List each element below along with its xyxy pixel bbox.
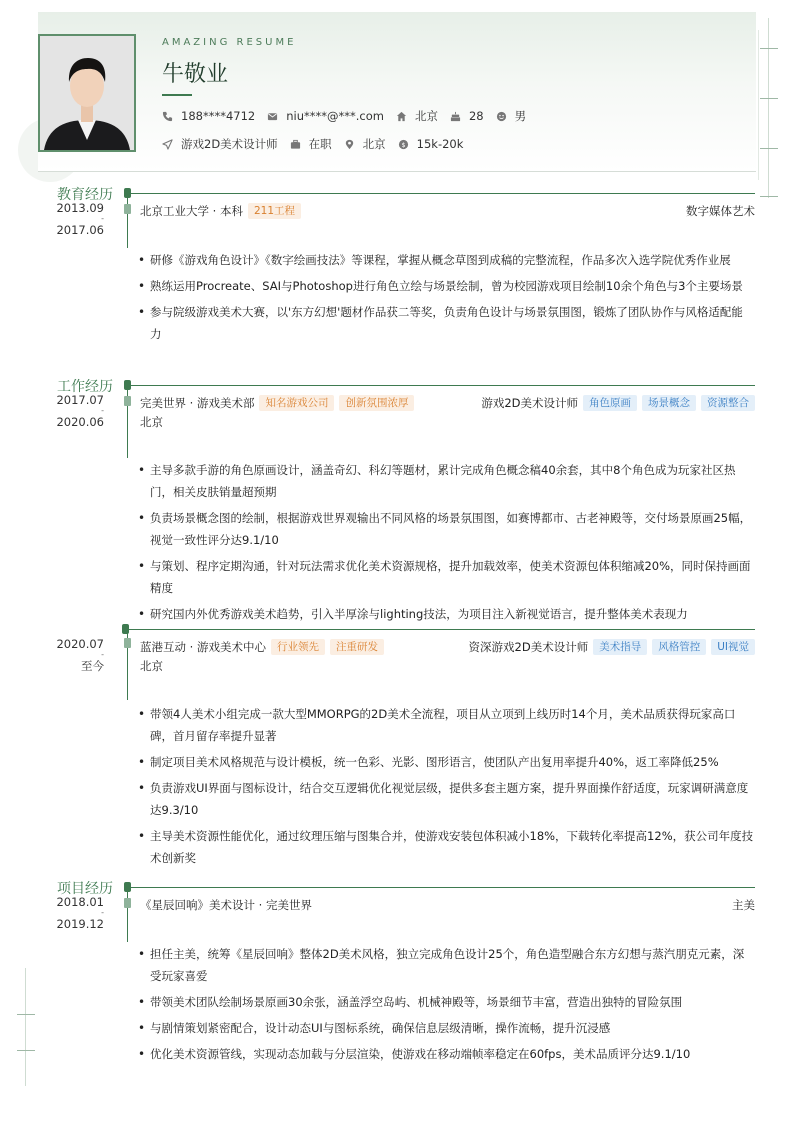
email-address: niu****@***.com <box>286 109 384 123</box>
section-title-work: 工作经历 <box>57 379 113 395</box>
list-item: • 带领4人美术小组完成一款大型MMORPG的2D美术全流程，项目从立项到上线历时14个月，美术品质获得玩家高口碑，首月留存率提升显著 <box>138 703 754 747</box>
city-info <box>396 108 438 124</box>
phone-number: 188****4712 <box>181 109 256 123</box>
timeline-bar <box>127 890 128 942</box>
timeline-bar <box>127 388 128 458</box>
timeline-bar <box>127 630 128 700</box>
start-date: 2018.01 <box>56 895 104 909</box>
date-range: 2013.09 - 2017.06 <box>56 201 104 237</box>
employment-status: 在职 <box>308 137 332 151</box>
portrait-icon <box>40 36 134 150</box>
start-date: 2013.09 <box>56 201 104 215</box>
city: 北京 <box>414 109 438 123</box>
mail-icon <box>267 111 278 122</box>
work-bullets <box>138 459 754 629</box>
list-item: • 研修《游戏角色设计》《数字绘画技法》等课程，掌握从概念草图到成稿的完整流程，作品多次入选学院优秀作业展 <box>138 249 754 271</box>
list-item: • 主导多款手游的角色原画设计，涵盖奇幻、科幻等题材，累计完成角色概念稿40余套，其中8个角色成为玩家社区热门，相关皮肤销量超预期 <box>138 459 754 503</box>
salary-info <box>398 137 464 151</box>
status-info <box>290 136 332 152</box>
expected-salary: 15k-20k <box>416 137 464 151</box>
home-icon <box>396 111 407 122</box>
target-job-info <box>162 136 278 152</box>
company-tag: 行业领先 <box>271 639 325 655</box>
location-pin-icon <box>344 139 355 150</box>
age: 28 <box>468 109 484 123</box>
list-item: • 与剧情策划紧密配合，设计动态UI与图标系统，确保信息层级清晰，操作流畅，提升沉浸感 <box>138 1017 754 1039</box>
candidate-name: 牛敬业 <box>162 62 229 87</box>
gender: 男 <box>514 109 527 123</box>
avatar <box>38 34 136 152</box>
briefcase-icon <box>290 139 301 150</box>
section-title-projects: 项目经历 <box>57 881 113 897</box>
cake-icon <box>450 111 461 122</box>
school-degree: 北京工业大学 · 本科 <box>140 204 243 218</box>
entry-divider <box>128 629 755 630</box>
skill-tag: 美术指导 <box>593 639 647 655</box>
decorative-line <box>758 30 759 180</box>
list-item: • 研究国内外优秀游戏美术趋势，引入半厚涂与lighting技法，为项目注入新视觉语言，提升整体美术表现力 <box>138 603 754 625</box>
company-tag: 知名游戏公司 <box>259 395 334 411</box>
work-bullets <box>138 703 754 873</box>
school-tag: 211工程 <box>248 203 301 219</box>
resume-header <box>38 12 756 172</box>
job-intent-row <box>162 136 475 152</box>
list-item: • 与策划、程序定期沟通，针对玩法需求优化美术资源规格，提升加载效率，使美术资源包体积缩减20%，同时保持画面精度 <box>138 555 754 599</box>
start-date: 2017.07 <box>56 393 104 407</box>
company-tag: 注重研发 <box>330 639 384 655</box>
work-entry-header <box>140 394 755 412</box>
major: 数字媒体艺术 <box>686 204 755 218</box>
send-icon <box>162 139 173 150</box>
project-name: 《星辰回响》美术设计 · 完美世界 <box>140 898 312 912</box>
job-title: 资深游戏2D美术设计师 <box>468 640 589 654</box>
company-department: 蓝港互动 · 游戏美术中心 <box>140 640 266 654</box>
contact-row <box>162 108 538 124</box>
target-city: 北京 <box>362 137 386 151</box>
list-item: • 制定项目美术风格规范与设计模板，统一色彩、光影、图形语言，使团队产出复用率提升40%，返工率降低25% <box>138 751 754 773</box>
date-range: 2020.07 - 至今 <box>56 637 104 673</box>
money-icon <box>398 139 409 150</box>
end-date: 2020.06 <box>56 415 104 429</box>
skill-tag: 场景概念 <box>642 395 696 411</box>
skill-tag: 角色原画 <box>583 395 637 411</box>
phone-icon <box>162 111 173 122</box>
company-tag: 创新氛围浓厚 <box>339 395 414 411</box>
end-date: 2019.12 <box>56 917 104 931</box>
project-role: 主美 <box>732 898 755 912</box>
resume-tagline: AMAZING RESUME <box>162 37 297 48</box>
gender-info <box>496 108 527 124</box>
education-entry-header <box>140 202 755 220</box>
list-item: • 担任主美，统筹《星辰回响》整体2D美术风格，独立完成角色设计25个，角色造型融合东方幻想与蒸汽朋克元素，深受玩家喜爱 <box>138 943 754 987</box>
job-title: 游戏2D美术设计师 <box>481 396 578 410</box>
skill-tag: 风格管控 <box>652 639 706 655</box>
section-divider <box>130 385 755 386</box>
target-city-info <box>344 136 386 152</box>
target-job: 游戏2D美术设计师 <box>181 137 278 151</box>
svg-text:$: $ <box>401 140 406 149</box>
list-item: • 负责场景概念图的绘制，根据游戏世界观输出不同风格的场景氛围图，如赛博都市、古老神殿等，交付场景原画25幅，视觉一致性评分达9.1/10 <box>138 507 754 551</box>
phone-info <box>162 109 255 123</box>
work-location: 北京 <box>140 659 163 673</box>
date-range: 2017.07 - 2020.06 <box>56 393 104 429</box>
skill-tag: UI视觉 <box>711 639 755 655</box>
list-item: • 优化美术资源管线，实现动态加载与分层渲染，使游戏在移动端帧率稳定在60fps，美术品质评分达9.1/10 <box>138 1043 754 1065</box>
decorative-line <box>25 968 26 1086</box>
skill-tag: 资源整合 <box>701 395 755 411</box>
work-entry-header <box>140 638 755 656</box>
list-item: • 负责游戏UI界面与图标设计，结合交互逻辑优化视觉层级，提供多套主题方案，提升界面操作舒适度，玩家调研满意度达9.3/10 <box>138 777 754 821</box>
project-bullets <box>138 943 754 1069</box>
age-info <box>450 109 484 123</box>
start-date: 2020.07 <box>56 637 104 651</box>
name-underline <box>162 94 192 96</box>
end-date: 2017.06 <box>56 223 104 237</box>
section-title-education: 教育经历 <box>57 187 113 203</box>
list-item: • 参与院级游戏美术大赛，以'东方幻想'题材作品获二等奖，负责角色设计与场景氛围图，锻炼了团队协作与风格适配能力 <box>138 301 754 345</box>
section-divider <box>130 887 755 888</box>
date-range: 2018.01 - 2019.12 <box>56 895 104 931</box>
timeline-bar <box>127 196 128 248</box>
work-location: 北京 <box>140 415 163 429</box>
end-date: 至今 <box>81 659 104 673</box>
education-bullets <box>138 249 754 349</box>
project-entry-header <box>140 896 755 914</box>
list-item: • 带领美术团队绘制场景原画30余张，涵盖浮空岛屿、机械神殿等，场景细节丰富，营造出独特的冒险氛围 <box>138 991 754 1013</box>
section-divider <box>130 193 755 194</box>
decorative-line <box>768 18 769 198</box>
company-department: 完美世界 · 游戏美术部 <box>140 396 255 410</box>
email-info <box>267 109 384 123</box>
list-item: • 主导美术资源性能优化，通过纹理压缩与图集合并，使游戏安装包体积减小18%，下载转化率提高12%，获公司年度技术创新奖 <box>138 825 754 869</box>
smile-icon <box>496 111 507 122</box>
list-item: • 熟练运用Procreate、SAI与Photoshop进行角色立绘与场景绘制，曾为校园游戏项目绘制10余个角色与3个主要场景 <box>138 275 754 297</box>
